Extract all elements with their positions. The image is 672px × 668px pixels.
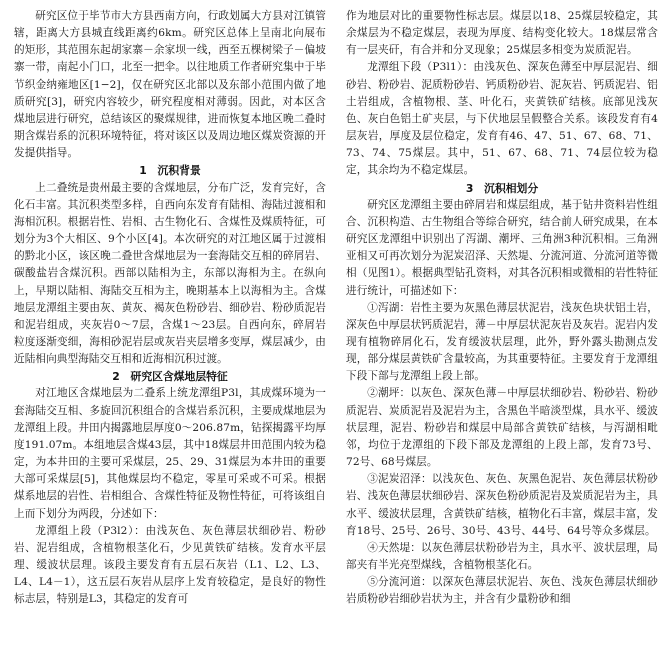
left-column (14, 8, 326, 608)
upper-member-paragraph: 龙潭组上段（P3l2）：由浅灰色、灰色薄层状细砂岩、粉砂岩、泥岩组成，含植物根茎化石，少见黄铁矿结核。发育水平层理、缓波状层理。该段主要发育有五层石灰岩（L1、L2、L3、L4、L4－1），这五层石灰岩从层序上发育较稳定，是良好的物性标志层，特别是L3，其稳定的发育可 (14, 524, 326, 606)
tidal-flat-facies-paragraph: ②潮坪：以灰色、深灰色薄－中厚层状细砂岩、粉砂岩、粉砂质泥岩、炭质泥岩及泥岩为主，含黑色半暗淡型煤，具水平、缓波状层理，泥岩、粉砂岩和煤层中局部含黄铁矿结核，与泻湖相毗邻，均位于龙潭组的下段下部及龙潭组的上段上部，发育73号、72号、68号煤层。 (346, 387, 658, 469)
peat-swamp-facies-paragraph: ③泥炭沼泽：以浅灰色、灰色、灰黑色泥岩、灰色薄层状粉砂岩、浅灰色薄层状细砂岩、深灰色粉砂质泥岩及炭质泥岩为主，具水平、缓波状层理，含黄铁矿结核，植物化石丰富，煤层丰富，发育18号、25号、26号、30号、43号、44号、64号等众多煤层。 (346, 473, 658, 537)
lagoon-facies-paragraph: ①泻湖：岩性主要为灰黑色薄层状泥岩，浅灰色块状铝土岩，深灰色中厚层状钙质泥岩，薄－中厚层状泥灰岩及灰岩。泥岩内发现有植物碎屑化石，发育缓波状层理，此外，野外露头勘测点发现，部分煤层黄铁矿含量较高，为其重要特征。主要发育于龙潭组下段下部与龙潭组上段上部。 (346, 301, 658, 383)
facies-intro-paragraph: 研究区龙潭组主要由碎屑岩和煤层组成，基于钻井资料岩性组合、沉积构造、古生物组合等综合研究，结合前人研究成果，在本研究区龙潭组中识别出了泻湖、潮坪、三角洲3种沉积相。三角洲亚相又可再次划分为泥炭沼泽、天然堤、分流河道、分流河道等微相（见图1）。根据典型钻孔资料，对其各沉积相或微相的岩性特征进行统计，可描述如下： (346, 198, 658, 297)
upper-member-continued-paragraph: 作为地层对比的重要物性标志层。煤层以18、25煤层较稳定，其余煤层为不稳定煤层，表现为厚度、结构变化较大。18煤层常含有一层夹矸，有合并和分叉现象；25煤层多相变为炭质泥岩。 (346, 10, 658, 57)
sedimentary-background-paragraph: 上二叠统是贵州最主要的含煤地层，分布广泛，发育完好，含化石丰富。其沉积类型多样，自西向东发育有陆相、海陆过渡相和海相沉积。根据岩性、岩相、古生物化石、含煤性及煤质特征，可划分为3个大相区、9个小区[4]。本次研究的对江地区属于过渡相的黔北小区，该区晚二叠世含煤地层为一套海陆交互相的碎屑岩、碳酸盐岩含煤沉积。西部以陆相为主，东部以海相为主。在纵向上，早期以陆相、海陆交互相为主，晚期基本上以海相为主。含煤地层龙潭组主要由灰、黄灰、褐灰色粉砂岩、细砂岩、粉砂质泥岩和泥岩组成，夹灰岩0～7层，含煤1～23层。自西向东，碎屑岩粒度逐渐变细，海相砂泥岩层或灰岩夹层增多变厚，煤层减少，由近陆相向典型海陆交互相和近海相沉积过渡。 (14, 181, 326, 366)
coal-strata-paragraph: 对江地区含煤地层为二叠系上统龙潭组P3l，其成煤环境为一套海陆交互相、多旋回沉积组合的含煤岩系沉积，主要成煤地层为龙潭组上段。井田内揭露地层厚度0～206.87m，钻探揭露平均厚度191.07m。本组地层含煤43层，其中18煤层井田范围内较为稳定，为本井田的主要可采煤层，25、29、31煤层为本井田的重要大部可采煤层[5]，其他煤层均不稳定，零星可采或不可采。根据煤系地层的岩性、岩相组合、含煤性特征及物性特征，可将该组自上而下划分为两段，分述如下： (14, 387, 326, 520)
section-heading-sedimentary-background: 1 沉积背景 (139, 164, 201, 178)
section-heading-coal-strata: 2 研究区含煤地层特征 (112, 370, 228, 384)
natural-levee-facies-paragraph: ④天然堤：以灰色薄层状粉砂岩为主，具水平、波状层理，局部夹有半光亮型煤线，含植物根茎化石。 (346, 541, 658, 571)
right-column (346, 8, 658, 608)
lower-member-paragraph: 龙潭组下段（P3l1）：由浅灰色、深灰色薄至中厚层泥岩、细砂岩、粉砂岩、泥质粉砂岩、钙质粉砂岩、泥灰岩、钙质泥岩、铝土岩组成，含植物根、茎、叶化石，夹黄铁矿结核。底部见浅灰色、灰白色铝土矿夹层，与下伏地层呈假整合关系。该段发育有4层灰岩，厚度及层位稳定，发育有46、47、51、67、68、71、73、74、75煤层。其中，51、67、68、71、74层位较为稳定，其余均为不稳定煤层。 (346, 61, 658, 177)
section-heading-facies-division: 3 沉积相划分 (465, 181, 539, 195)
distributary-channel-facies-paragraph: ⑤分流河道：以深灰色薄层状泥岩、灰色、浅灰色薄层状细砂岩质粉砂岩细砂岩状为主，并含有少量粉砂和细 (346, 576, 658, 606)
intro-paragraph: 研究区位于毕节市大方县西南方向，行政划属大方县对江镇管辖，距离大方县城直线距离约6km。研究区总体上呈南北向展布的矩形，其范围东起胡家寨－余家坝一线，西至五棵树梁子－偏坡寨一带，南起小门口，北至一把伞。以往地质工作者研究集中于毕节织金纳雍地区[1−2]，仅在研究区北部以及东部小范围内做了地质研究[3]，研究内容较少，研究程度相对薄弱。因此，对本区含煤地层进行研究，总结该区的聚煤规律，进而恢复本地区晚二叠时期含煤岩系的沉积环境特征，将对该区以及周边地区煤炭资源的开发提供指导。 (14, 10, 326, 160)
